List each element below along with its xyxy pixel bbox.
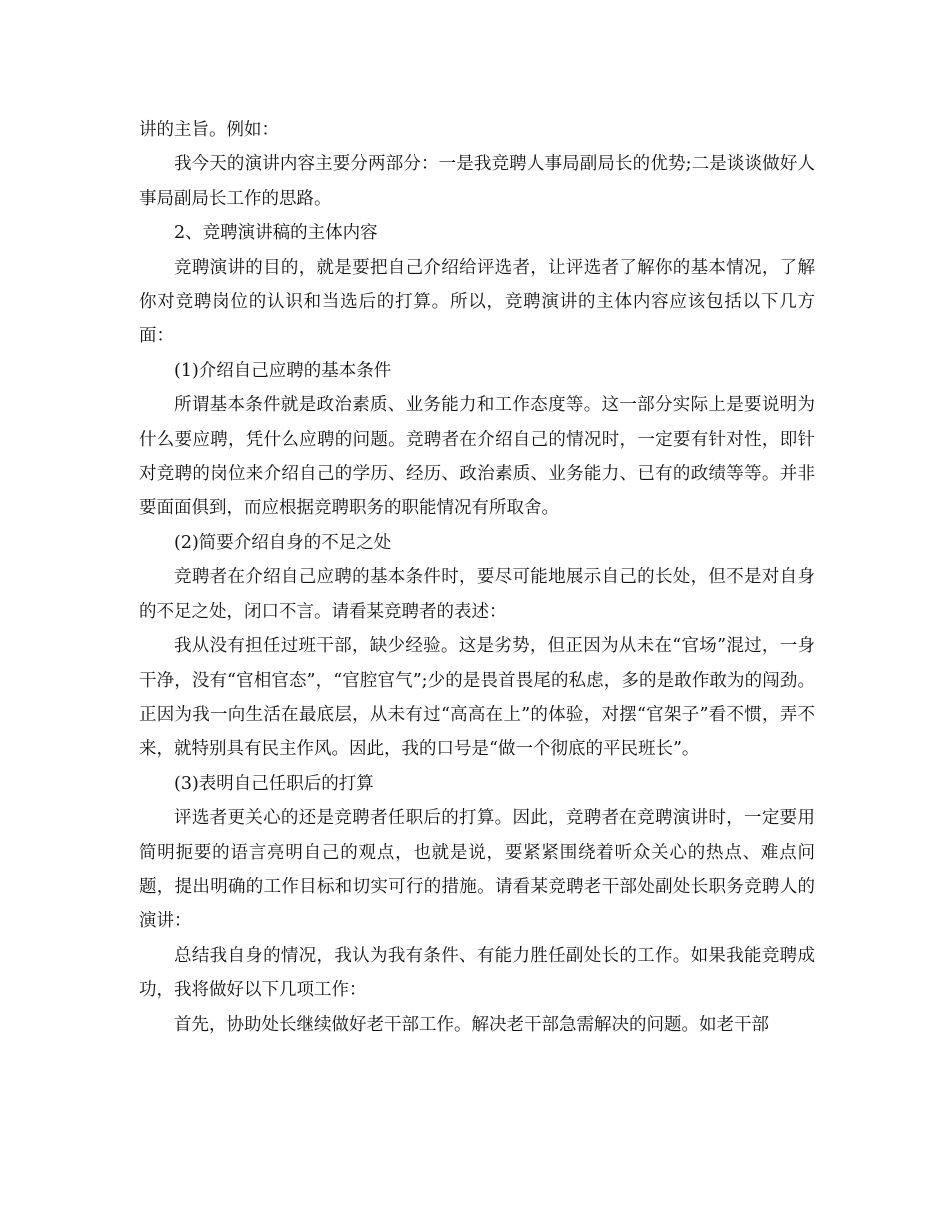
quoted-example: 首先，协助处长继续做好老干部工作。解决老干部急需解决的问题。如老干部 [174,1014,769,1035]
subsection-heading: (1)介绍自己应聘的基本条件 [174,360,392,381]
paragraph: 讲的主旨。例如： [139,120,279,140]
paragraph: 竞聘者在介绍自己应聘的基本条件时，要尽可能地展示自己的长处，但不是对自身的不足之处，闭口不言。请看某竞聘者的表述： [139,567,815,622]
paragraph: 我今天的演讲内容主要分两部分：一是我竞聘人事局副局长的优势;二是谈谈做好人事局副局长工作的思路。 [139,154,815,209]
document-body [139,113,815,1042]
paragraph: 竞聘演讲的目的，就是要把自己介绍给评选者，让评选者了解你的基本情况，了解你对竞聘岗位的认识和当选后的打算。所以，竞聘演讲的主体内容应该包括以下几方面： [139,257,815,347]
section-heading: 2、竞聘演讲稿的主体内容 [174,223,378,244]
paragraph: 评选者更关心的还是竞聘者任职后的打算。因此，竞聘者在竞聘演讲时，一定要用简明扼要的语言亮明自己的观点，也就是说，要紧紧围绕着听众关心的热点、难点问题，提出明确的工作目标和切实可行的措施。请看某竞聘老干部处副处长职务竞聘人的演讲： [139,808,815,932]
subsection-heading: (3)表明自己任职后的打算 [174,773,374,794]
quoted-example: 总结我自身的情况，我认为我有条件、有能力胜任副处长的工作。如果我能竞聘成功，我将做好以下几项工作： [139,945,815,1001]
quoted-example: 我从没有担任过班干部，缺少经验。这是劣势，但正因为从未在“官场”混过，一身干净，没有“官相官态”，“官腔官气”;少的是畏首畏尾的私虑，多的是敢作敢为的闯劲。正因为我一向生活在最底层，从未有过“高高在上”的体验，对摆“官架子”看不惯，弄不来，就特别具有民主作风。因此，我的口号是“做一个彻底的平民班长”。 [139,636,815,760]
subsection-heading: (2)简要介绍自身的不足之处 [174,532,392,553]
paragraph: 所谓基本条件就是政治素质、业务能力和工作态度等。这一部分实际上是要说明为什么要应聘，凭什么应聘的问题。竞聘者在介绍自己的情况时，一定要有针对性，即针对竞聘的岗位来介绍自己的学历、经历、政治素质、业务能力、已有的政绩等等。并非要面面俱到，而应根据竞聘职务的职能情况有所取舍。 [139,395,815,519]
